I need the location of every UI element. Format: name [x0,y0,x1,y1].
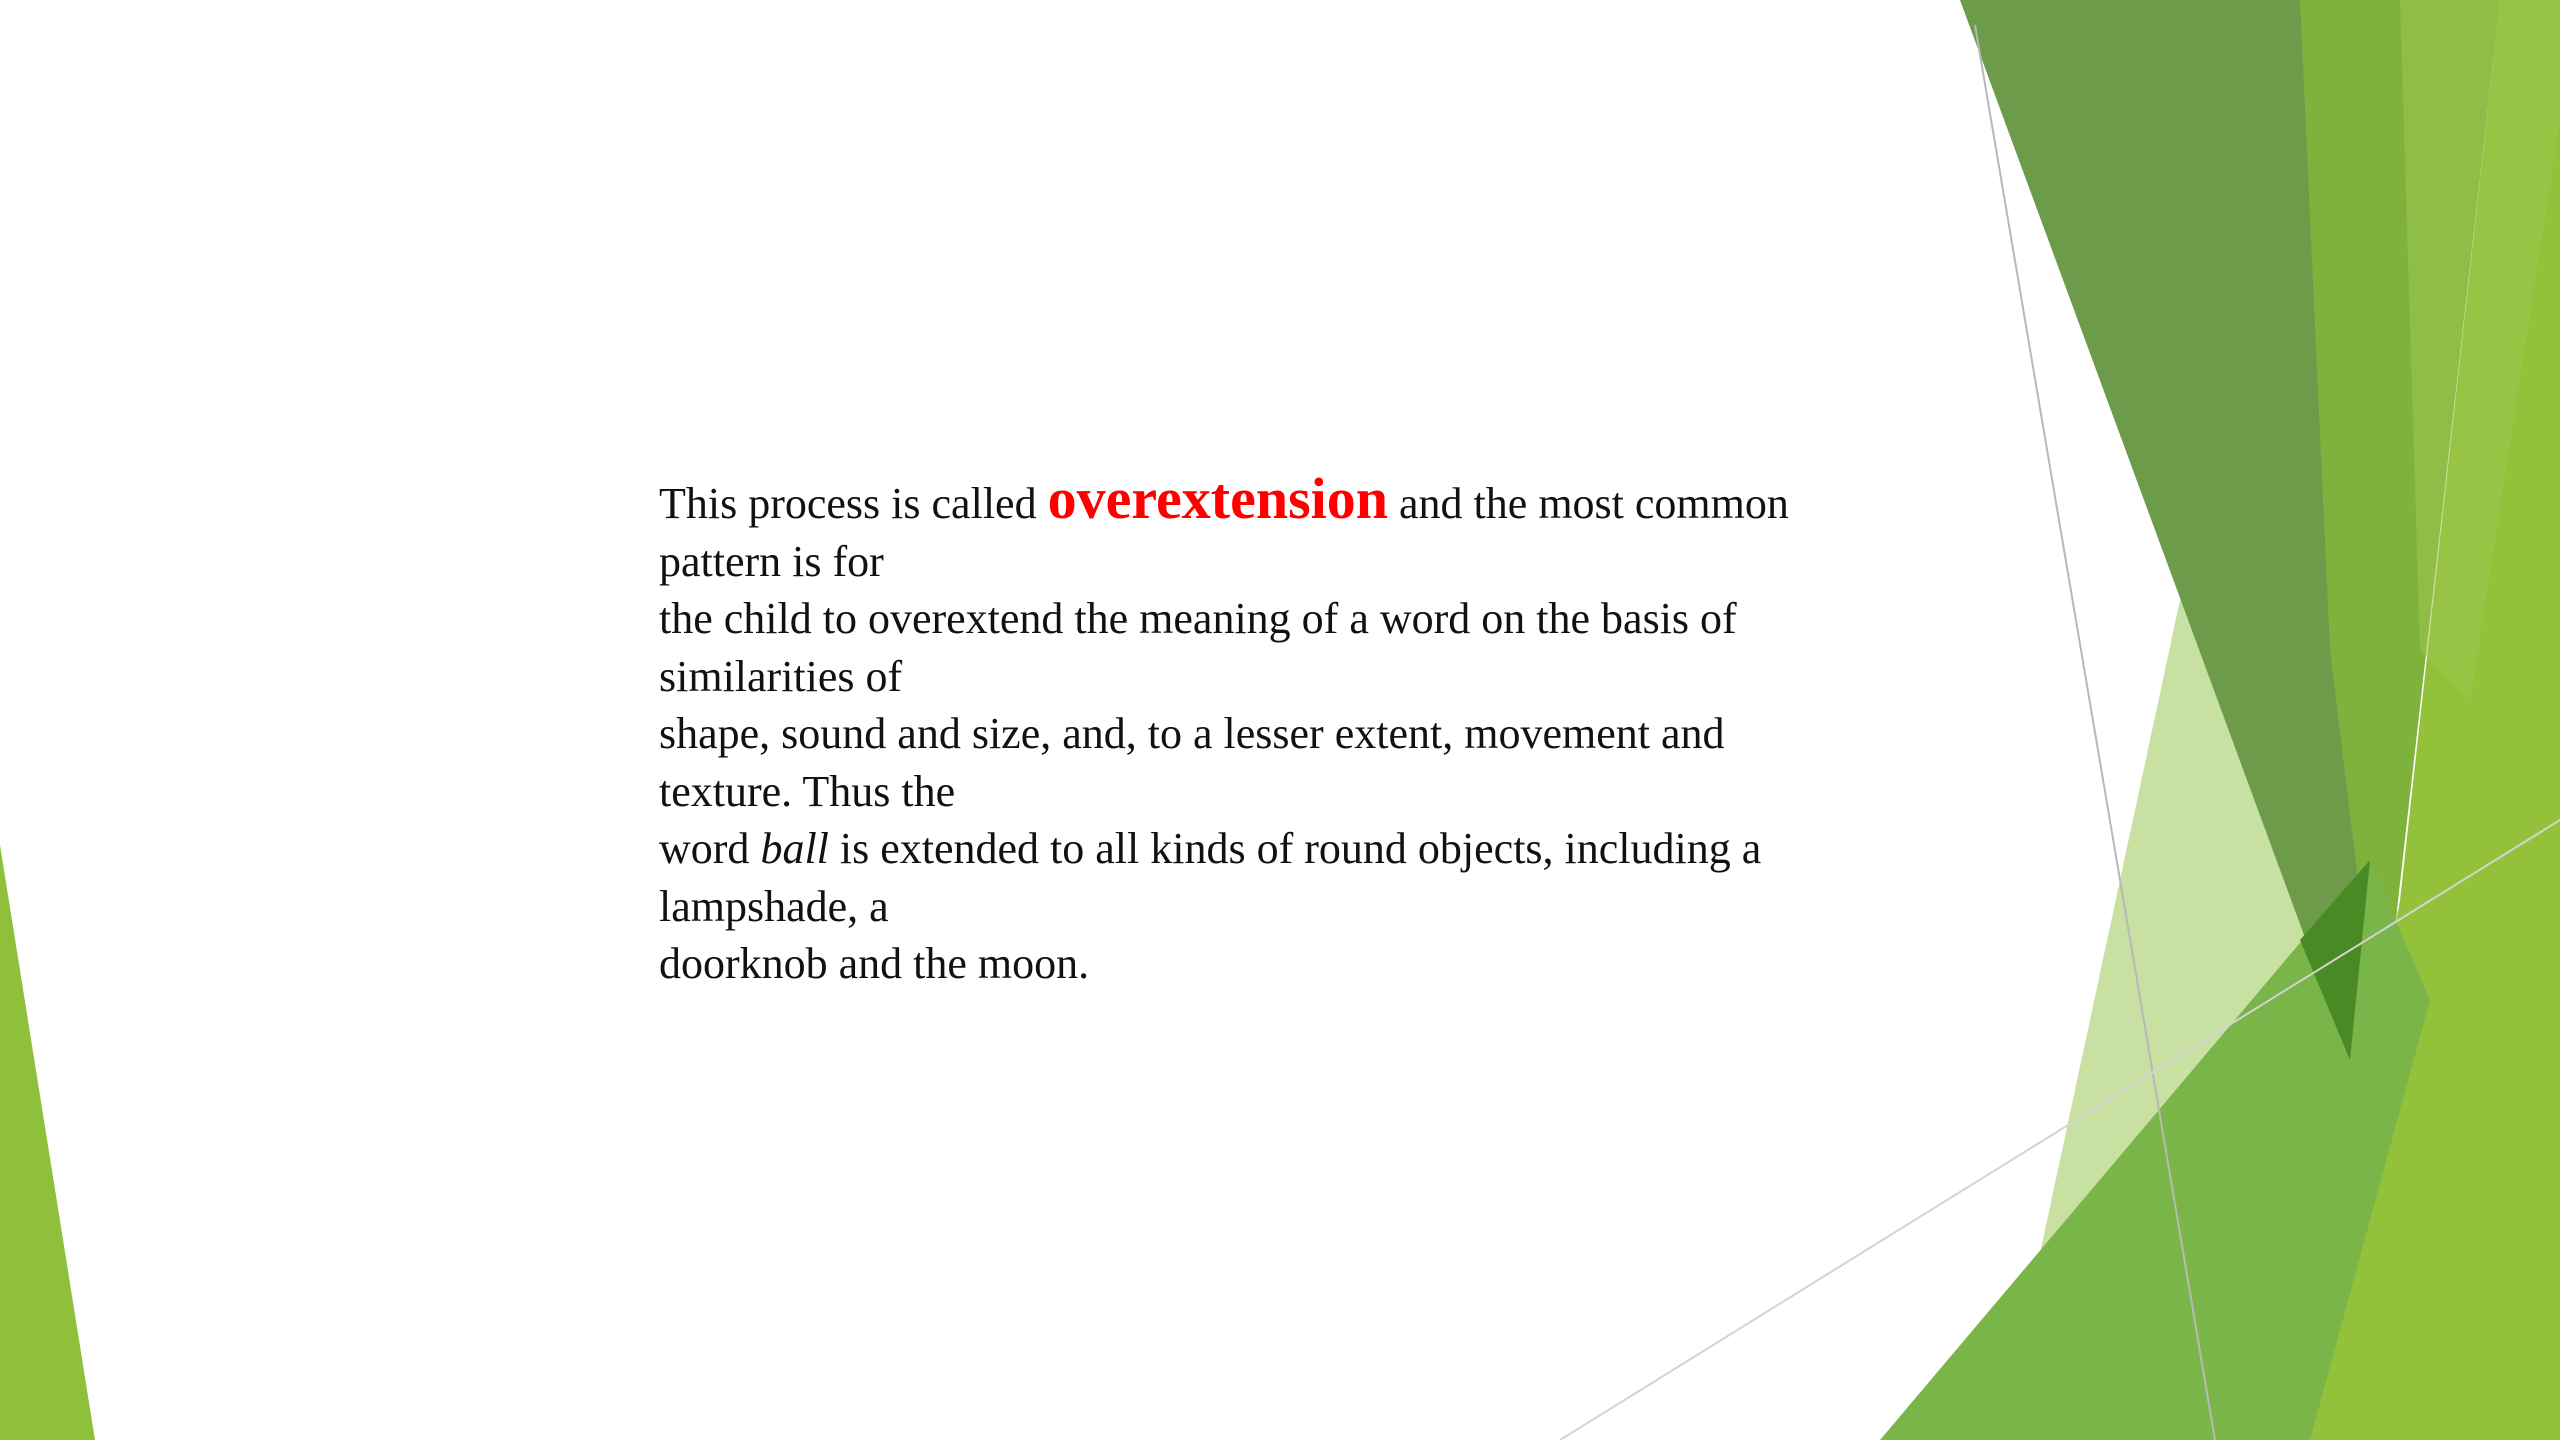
text-line-9: doorknob and the moon. [659,939,1090,988]
text-line-7-end: is extended to all kinds of round objects, including a [828,824,1762,873]
text-line-6: texture. Thus the [659,766,956,816]
text-line-1 [659,466,1959,533]
highlighted-term: overextension [1047,466,1389,531]
text-line-1-end: and the most common [1388,479,1789,528]
text-line-4: similarities of [659,651,903,701]
italic-word: ball [760,824,829,873]
body-paragraph [659,466,1959,993]
text-line-7 [659,820,1959,878]
text-line-2: pattern is for [659,536,884,586]
text-line-8: lampshade, a [659,881,889,931]
text-line-3: the child to overextend the meaning of a word on the basis of [659,594,1737,643]
text-line-1-start: This process is called [659,479,1048,528]
text-line-5: shape, sound and size, and, to a lesser extent, movement and [659,709,1725,758]
text-line-7-start: word [659,824,761,873]
left-green-shape [0,845,95,1440]
